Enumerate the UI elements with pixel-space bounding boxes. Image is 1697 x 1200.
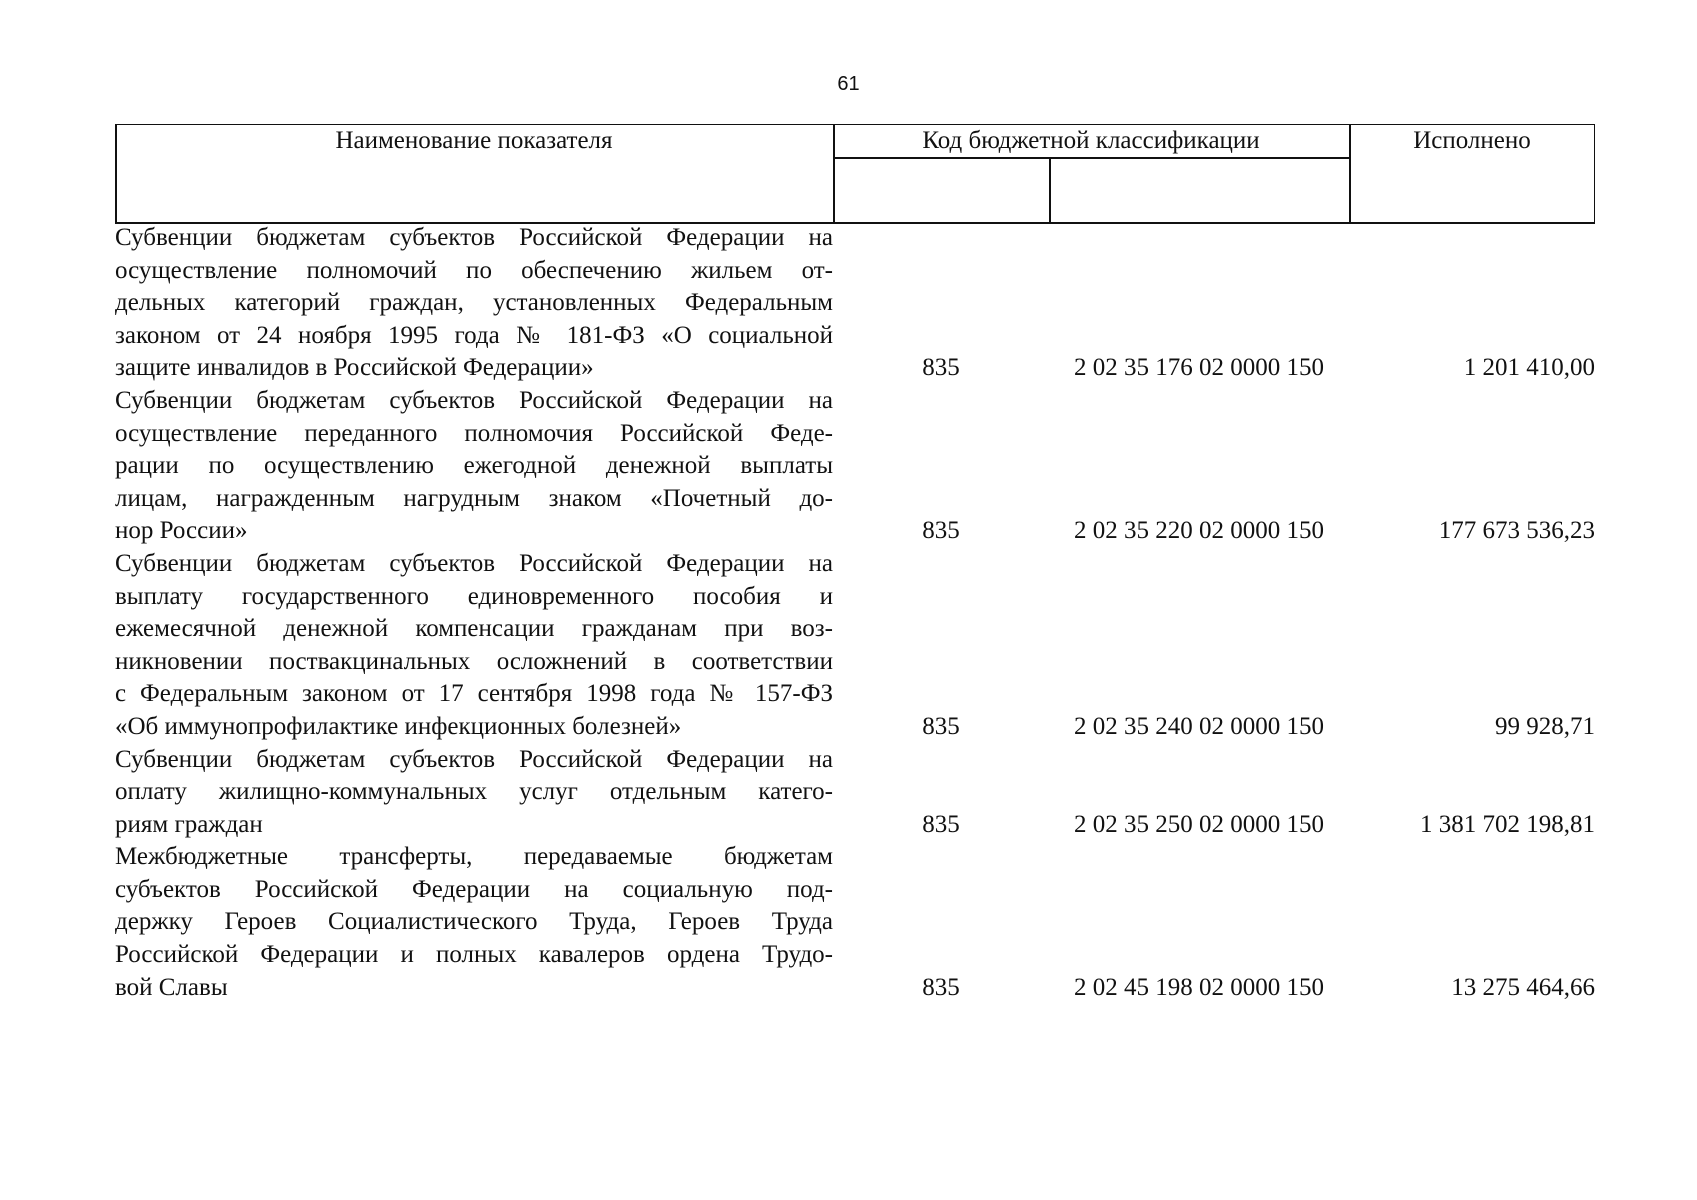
- indicator-name-line: риям граждан: [115, 810, 263, 838]
- budget-code: 2 02 35 220 02 0000 150: [1074, 517, 1324, 545]
- budget-code: 2 02 45 198 02 0000 150: [1074, 973, 1324, 1001]
- indicator-name-line: нор России»: [115, 517, 248, 545]
- table-row: [115, 385, 1595, 548]
- indicator-name: [115, 548, 833, 744]
- indicator-name-line: никновении поствакцинальных осложнений в соответствии: [115, 647, 833, 675]
- header-code: Код бюджетной классификации: [922, 127, 1260, 154]
- indicator-name-line: осуществление полномочий по обеспечению жильем от-: [115, 256, 833, 284]
- indicator-name: [115, 841, 833, 1004]
- executed-amount: 1 381 702 198,81: [1420, 810, 1595, 838]
- header-code-subcell: [1049, 158, 1349, 222]
- indicator-name-line: Субвенции бюджетам субъектов Российской Федерации на: [115, 549, 833, 577]
- indicator-name-line: дельных категорий граждан, установленных Федеральным: [115, 289, 833, 317]
- indicator-name-line: Межбюджетные трансферты, передаваемые бюджетам: [115, 843, 833, 871]
- admin-code: 835: [922, 712, 960, 740]
- page-number: 61: [837, 73, 860, 95]
- indicator-name-line: держку Героев Социалистического Труда, Героев Труда: [115, 908, 833, 936]
- indicator-name-line: ежемесячной денежной компенсации гражданам при воз-: [115, 615, 833, 643]
- indicator-name-line: «Об иммунопрофилактике инфекционных болезней»: [115, 712, 682, 740]
- header-admin-subcell: [833, 158, 1049, 222]
- indicator-name-line: Субвенции бюджетам субъектов Российской Федерации на: [115, 745, 833, 773]
- admin-code: 835: [922, 810, 960, 838]
- indicator-name-line: субъектов Российской Федерации на социальную под-: [115, 875, 833, 903]
- budget-code: 2 02 35 250 02 0000 150: [1074, 810, 1324, 838]
- admin-code: 835: [922, 973, 960, 1001]
- table-body: [115, 222, 1595, 1004]
- indicator-name: [115, 744, 833, 842]
- indicator-name-line: лицам, награжденным нагрудным знаком «Почетный до-: [115, 484, 833, 512]
- table-row: [115, 222, 1595, 385]
- executed-amount: 13 275 464,66: [1451, 973, 1595, 1001]
- table-row: [115, 841, 1595, 1004]
- header-executed: Исполнено: [1413, 127, 1531, 154]
- admin-code: 835: [922, 517, 960, 545]
- indicator-name-line: законом от 24 ноября 1995 года № 181-ФЗ «О социальной: [115, 321, 833, 349]
- indicator-name-line: оплату жилищно-коммунальных услуг отдельным катего-: [115, 778, 833, 806]
- indicator-name-line: Российской Федерации и полных кавалеров ордена Трудо-: [115, 941, 833, 969]
- indicator-name-line: Субвенции бюджетам субъектов Российской Федерации на: [115, 386, 833, 414]
- executed-amount: 1 201 410,00: [1463, 354, 1595, 382]
- indicator-name-line: Субвенции бюджетам субъектов Российской Федерации на: [115, 224, 833, 251]
- indicator-name: [115, 385, 833, 548]
- indicator-name-line: выплату государственного единовременного пособия и: [115, 582, 833, 610]
- indicator-name-line: осуществление переданного полномочия Российской Феде-: [115, 419, 833, 447]
- admin-code: 835: [922, 354, 960, 382]
- table-row: [115, 548, 1595, 744]
- header-border-top: [115, 124, 1595, 125]
- indicator-name-line: с Федеральным законом от 17 сентября 1998 года № 157-ФЗ: [115, 680, 833, 708]
- header-name: Наименование показателя: [335, 127, 613, 154]
- table-header: [115, 124, 1595, 224]
- executed-amount: 177 673 536,23: [1438, 517, 1595, 545]
- table-row: [115, 744, 1595, 842]
- indicator-name-line: рации по осуществлению ежегодной денежной выплаты: [115, 452, 833, 480]
- executed-amount: 99 928,71: [1495, 712, 1595, 740]
- indicator-name-line: вой Славы: [115, 973, 228, 1001]
- indicator-name-line: защите инвалидов в Российской Федерации»: [115, 354, 594, 382]
- budget-code: 2 02 35 176 02 0000 150: [1074, 354, 1324, 382]
- budget-code: 2 02 35 240 02 0000 150: [1074, 712, 1324, 740]
- indicator-name: [115, 222, 833, 385]
